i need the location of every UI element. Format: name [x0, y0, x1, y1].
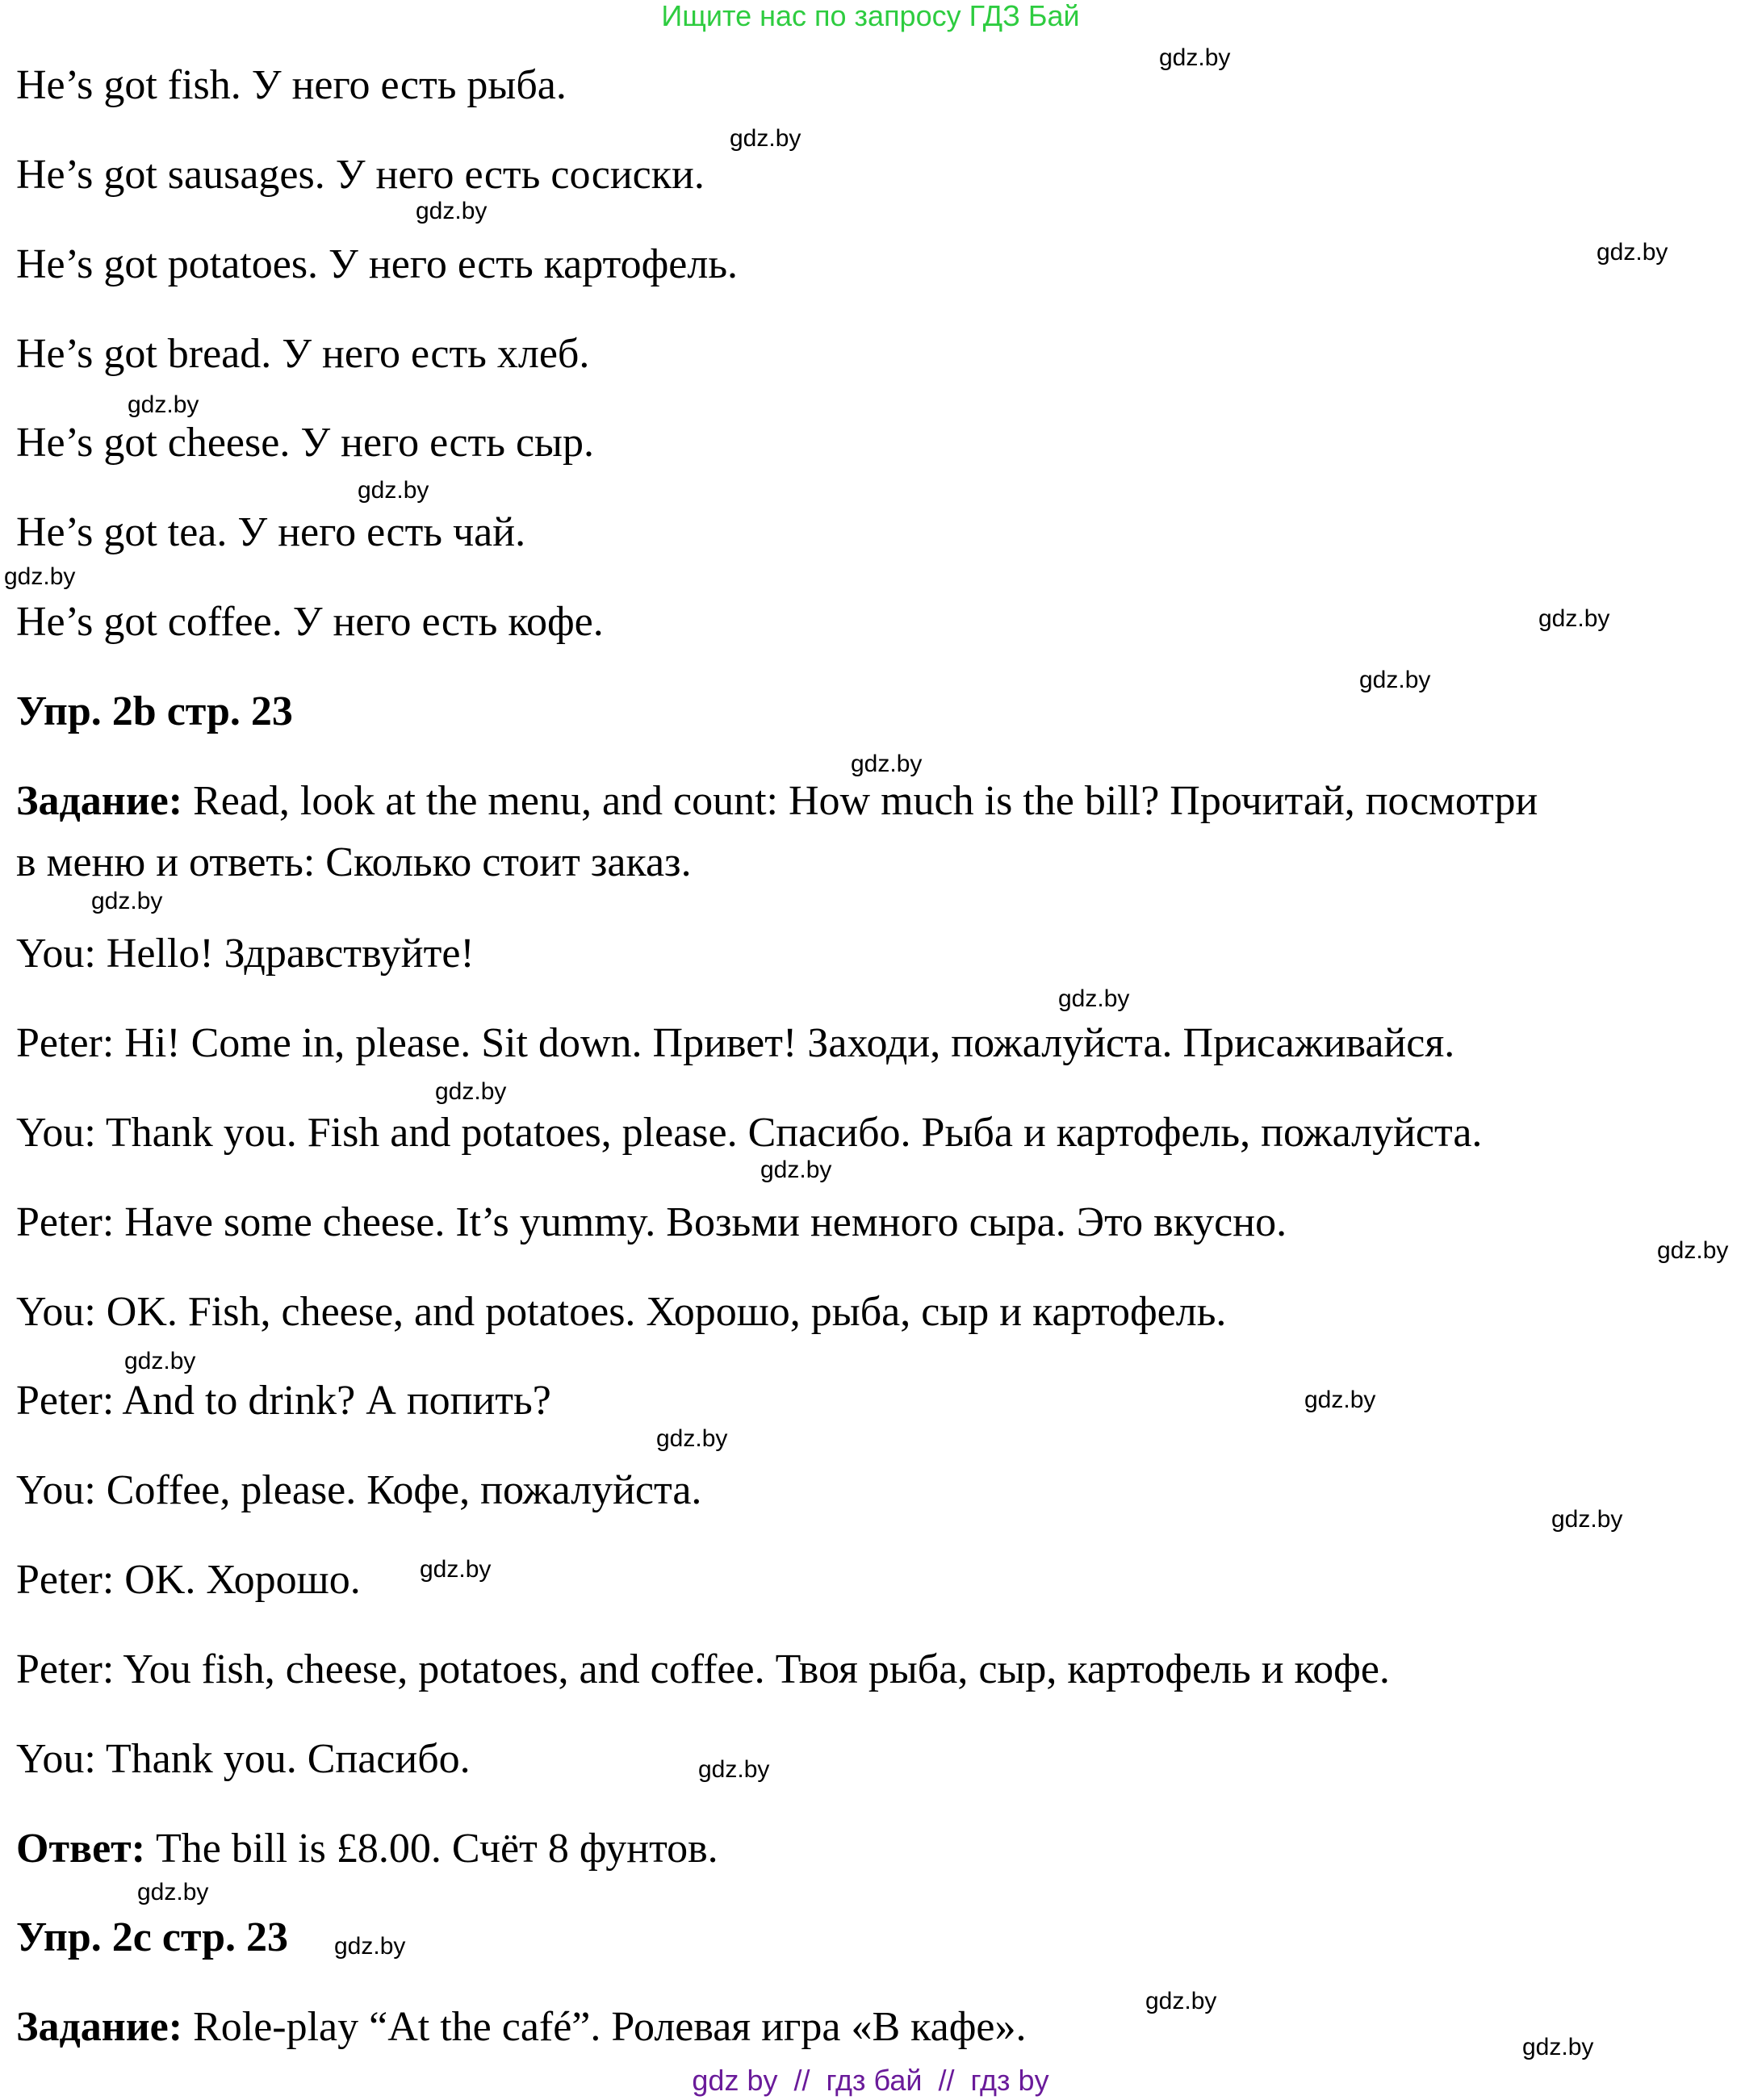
watermark: gdz.by — [730, 125, 801, 152]
exercise-2b-heading: Упр. 2b стр. 23 — [16, 688, 293, 734]
footer-link-gdz-by-alt[interactable]: гдз by — [970, 2064, 1049, 2097]
dialogue-line: Peter: And to drink? А попить? — [16, 1378, 551, 1424]
exercise-2b-task-continued: в меню и ответь: Сколько стоит заказ. — [16, 839, 692, 885]
text-line-cheese: He’s got cheese. У него есть сыр. — [16, 420, 594, 466]
dialogue-line: You: Thank you. Fish and potatoes, please. Спасибо. Рыба и картофель, пожалуйста. — [16, 1110, 1483, 1156]
answer-text: The bill is £8.00. Счёт 8 фунтов. — [145, 1826, 718, 1872]
watermark: gdz.by — [1538, 605, 1610, 632]
watermark: gdz.by — [334, 1933, 406, 1960]
watermark: gdz.by — [435, 1078, 507, 1105]
dialogue-line: You: OK. Fish, cheese, and potatoes. Хорошо, рыба, сыр и картофель. — [16, 1289, 1227, 1335]
task-text: Read, look at the menu, and count: How much is the bill? Прочитай, посмотри — [182, 778, 1538, 824]
watermark: gdz.by — [1145, 1988, 1217, 2014]
watermark: gdz.by — [698, 1756, 770, 1783]
dialogue-line: You: Thank you. Спасибо. — [16, 1736, 471, 1782]
watermark: gdz.by — [1159, 44, 1231, 71]
exercise-2b-answer — [16, 1828, 718, 1870]
exercise-2c-task — [16, 2006, 1026, 2048]
text-line-coffee: He’s got coffee. У него есть кофе. — [16, 599, 604, 645]
watermark: gdz.by — [128, 391, 199, 418]
text-line-bread: He’s got bread. У него есть хлеб. — [16, 331, 590, 377]
text-line-potatoes: He’s got potatoes. У него есть картофель. — [16, 241, 739, 287]
footer-link-gdz-by[interactable]: gdz by — [692, 2064, 778, 2097]
answer-label: Ответ: — [16, 1826, 146, 1872]
watermark: gdz.by — [137, 1879, 209, 1905]
dialogue-line: Peter: You fish, cheese, potatoes, and coffee. Твоя рыба, сыр, картофель и кофе. — [16, 1646, 1390, 1692]
watermark: gdz.by — [124, 1348, 196, 1374]
footer-separator: // — [938, 2064, 955, 2097]
text-line-tea: He’s got tea. У него есть чай. — [16, 509, 526, 555]
watermark: gdz.by — [1597, 239, 1668, 266]
footer-links — [0, 2066, 1741, 2095]
watermark: gdz.by — [1058, 985, 1130, 1012]
watermark: gdz.by — [1522, 2034, 1594, 2060]
dialogue-line: You: Hello! Здравствуйте! — [16, 931, 475, 977]
watermark: gdz.by — [4, 563, 76, 590]
exercise-2b-task — [16, 780, 1538, 822]
text-line-fish: He’s got fish. У него есть рыба. — [16, 62, 567, 108]
watermark: gdz.by — [760, 1157, 832, 1183]
watermark: gdz.by — [1657, 1237, 1729, 1264]
dialogue-line: Peter: OK. Хорошо. — [16, 1557, 361, 1603]
search-hint-link[interactable]: Ищите нас по запросу ГДЗ Бай — [661, 0, 1080, 32]
footer-separator: // — [793, 2064, 810, 2097]
watermark: gdz.by — [1304, 1387, 1376, 1413]
footer-link-gdz-bai[interactable]: гдз бай — [826, 2064, 923, 2097]
watermark: gdz.by — [358, 477, 429, 504]
watermark: gdz.by — [416, 198, 488, 224]
watermark: gdz.by — [851, 751, 923, 777]
dialogue-line: Peter: Hi! Come in, please. Sit down. Привет! Заходи, пожалуйста. Присаживайся. — [16, 1020, 1455, 1066]
watermark: gdz.by — [656, 1425, 728, 1452]
exercise-2c-heading: Упр. 2c стр. 23 — [16, 1914, 289, 1960]
watermark: gdz.by — [91, 888, 163, 914]
task-label: Задание: — [16, 778, 183, 824]
task-label: Задание: — [16, 2004, 183, 2050]
task-text: Role-play “At the café”. Ролевая игра «В кафе». — [182, 2004, 1027, 2050]
watermark: gdz.by — [1359, 667, 1431, 693]
dialogue-line: Peter: Have some cheese. It’s yummy. Возьми немного сыра. Это вкусно. — [16, 1199, 1287, 1245]
watermark: gdz.by — [420, 1556, 492, 1583]
text-line-sausages: He’s got sausages. У него есть сосиски. — [16, 152, 705, 198]
dialogue-line: You: Coffee, please. Кофе, пожалуйста. — [16, 1467, 702, 1513]
watermark: gdz.by — [1551, 1506, 1623, 1533]
